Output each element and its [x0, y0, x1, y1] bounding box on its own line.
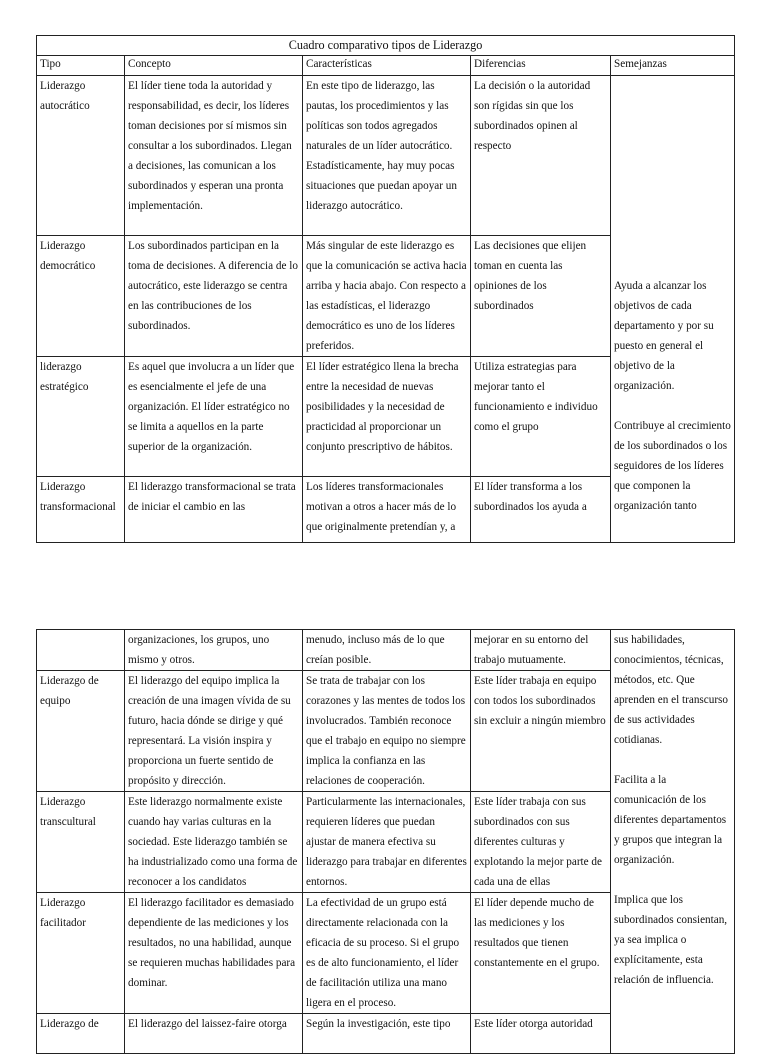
cell-concepto: organizaciones, los grupos, uno mismo y otros.: [125, 630, 303, 671]
header-tipo: Tipo: [37, 56, 125, 76]
cell-tipo: Liderazgo de equipo: [37, 671, 125, 792]
cell-diferencias: El líder transforma a los subordinados los ayuda a: [471, 477, 611, 543]
table-row-continuation: [37, 630, 735, 671]
cell-concepto: Los subordinados participan en la toma de decisiones. A diferencia de lo autocrático, este liderazgo se centra en las contribuciones de los subordinados.: [125, 236, 303, 357]
cell-tipo: Liderazgo democrático: [37, 236, 125, 357]
cell-caracteristicas: En este tipo de liderazgo, las pautas, los procedimientos y las políticas son todos agregados naturales de un líder autocrático. Estadísticamente, hay muy pocas situaciones que puedan apoyar un liderazgo autocrático.: [303, 76, 471, 236]
cell-semejanzas: [611, 76, 735, 543]
semejanzas-paragraph: Implica que los subordinados consientan, ya sea implica o explícitamente, esta relación de influencia.: [614, 894, 728, 986]
table-title: Cuadro comparativo tipos de Liderazgo: [37, 36, 735, 56]
cell-diferencias: Las decisiones que elijen toman en cuenta las opiniones de los subordinados: [471, 236, 611, 357]
cell-concepto: El liderazgo facilitador es demasiado dependiente de las mediciones y los resultados, no una habilidad, aunque se requieren muchas habilidades para dominar.: [125, 893, 303, 1014]
comparison-table-part-1: [36, 35, 735, 543]
cell-caracteristicas: Los líderes transformacionales motivan a otros a hacer más de lo que originalmente pretendían y, a: [303, 477, 471, 543]
cell-diferencias: Este líder otorga autoridad: [471, 1014, 611, 1054]
cell-concepto: El liderazgo del laissez-faire otorga: [125, 1014, 303, 1054]
cell-tipo: Liderazgo facilitador: [37, 893, 125, 1014]
cell-diferencias: La decisión o la autoridad son rígidas sin que los subordinados opinen al respecto: [471, 76, 611, 236]
semejanzas-paragraph: Facilita a la comunicación de los diferentes departamentos y grupos que integran la organización.: [614, 774, 727, 866]
semejanzas-paragraph: sus habilidades, conocimientos, técnicas, métodos, etc. Que aprenden en el transcurso de sus actividades cotidianas.: [614, 634, 728, 746]
cell-caracteristicas: Más singular de este liderazgo es que la comunicación se activa hacia arriba y hacia abajo. Con respecto a las estadísticas, el liderazgo democrático es uno de los líderes preferidos.: [303, 236, 471, 357]
cell-tipo: Liderazgo de: [37, 1014, 125, 1054]
header-caracteristicas: Características: [303, 56, 471, 76]
cell-concepto: Es aquel que involucra a un líder que es esencialmente el jefe de una organización. El líder estratégico no se limita a aquellos en la parte superior de la organización.: [125, 357, 303, 477]
header-diferencias: Diferencias: [471, 56, 611, 76]
cell-concepto: El liderazgo transformacional se trata de iniciar el cambio en las: [125, 477, 303, 543]
cell-tipo: Liderazgo autocrático: [37, 76, 125, 236]
cell-diferencias: El líder depende mucho de las mediciones y los resultados que tienen constantemente en el grupo.: [471, 893, 611, 1014]
cell-semejanzas: [611, 630, 735, 1054]
cell-caracteristicas: menudo, incluso más de lo que creían posible.: [303, 630, 471, 671]
cell-concepto: El líder tiene toda la autoridad y responsabilidad, es decir, los líderes toman decisiones por sí mismos sin consultar a los subordinados. Llegan a decisiones, las comunican a los subordinados y esperan una pronta implementación.: [125, 76, 303, 236]
semejanzas-paragraph: Ayuda a alcanzar los objetivos de cada departamento y por su puesto en general el objetivo de la organización.: [614, 280, 714, 392]
cell-caracteristicas: El líder estratégico llena la brecha entre la necesidad de nuevas posibilidades y la necesidad de practicidad al proporcionar un conjunto prescriptivo de hábitos.: [303, 357, 471, 477]
header-semejanzas: Semejanzas: [611, 56, 735, 76]
cell-caracteristicas: Se trata de trabajar con los corazones y las mentes de todos los involucrados. También reconoce que el trabajo en equipo no siempre implica la confianza en las relaciones de cooperación.: [303, 671, 471, 792]
cell-concepto: Este liderazgo normalmente existe cuando hay varias culturas en la sociedad. Este liderazgo también se ha industrializado como una forma de reconocer a los candidatos: [125, 792, 303, 893]
cell-tipo: [37, 630, 125, 671]
cell-concepto: El liderazgo del equipo implica la creación de una imagen vívida de su futuro, hacia dónde se dirige y qué representará. La visión inspira y proporciona un fuerte sentido de propósito y dirección.: [125, 671, 303, 792]
cell-tipo: Liderazgo transformacional: [37, 477, 125, 543]
header-concepto: Concepto: [125, 56, 303, 76]
cell-tipo: liderazgo estratégico: [37, 357, 125, 477]
cell-diferencias: Este líder trabaja con sus subordinados con sus diferentes culturas y explotando la mejor parte de cada una de ellas: [471, 792, 611, 893]
cell-tipo: Liderazgo transcultural: [37, 792, 125, 893]
semejanzas-paragraph: Contribuye al crecimiento de los subordinados o los seguidores de los líderes que componen la organización tanto: [614, 420, 731, 512]
cell-caracteristicas: La efectividad de un grupo está directamente relacionada con la eficacia de su proceso. Si el grupo es de alto funcionamiento, el líder de facilitación utiliza una mano ligera en el proceso.: [303, 893, 471, 1014]
cell-diferencias: Utiliza estrategias para mejorar tanto el funcionamiento e individuo como el grupo: [471, 357, 611, 477]
table-row: [37, 76, 735, 236]
cell-caracteristicas: Particularmente las internacionales, requieren líderes que puedan ajustar de manera efectiva su liderazgo para trabajar en diferentes entornos.: [303, 792, 471, 893]
cell-diferencias: Este líder trabaja en equipo con todos los subordinados sin excluir a ningún miembro: [471, 671, 611, 792]
cell-diferencias: mejorar en su entorno del trabajo mutuamente.: [471, 630, 611, 671]
comparison-table-part-2: [36, 629, 735, 1054]
cell-caracteristicas: Según la investigación, este tipo: [303, 1014, 471, 1054]
